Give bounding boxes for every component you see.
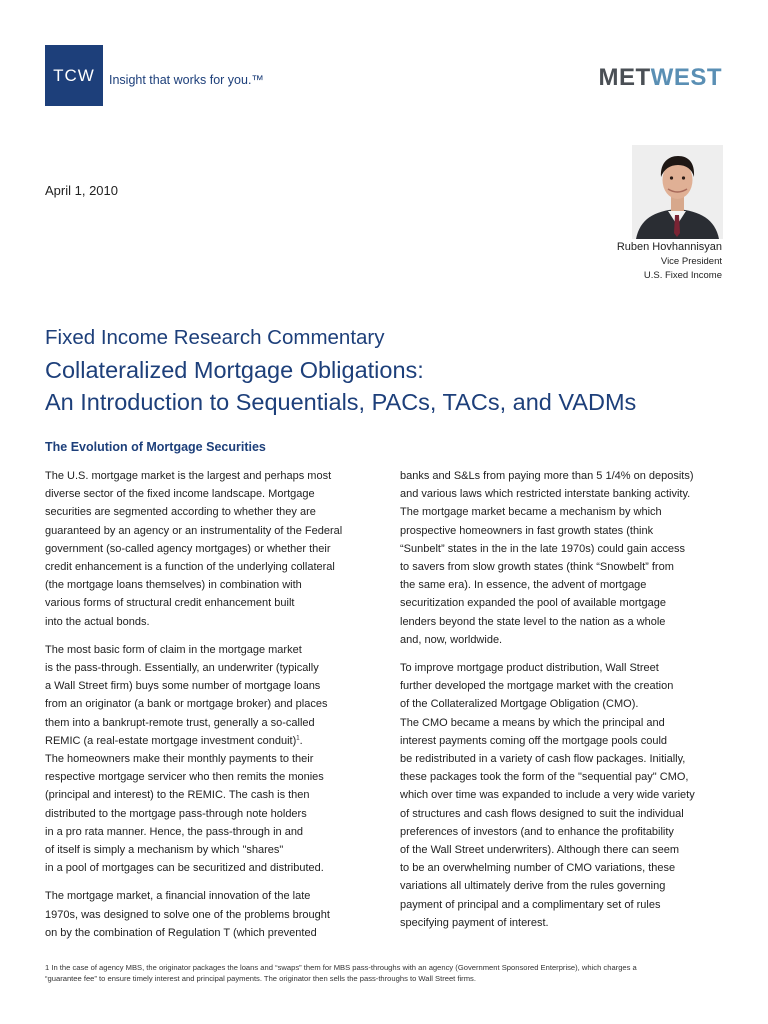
document-title	[45, 354, 636, 418]
footnote-marker: 1	[296, 735, 300, 742]
right-column	[400, 467, 730, 942]
left-column	[45, 467, 375, 952]
section-heading: The Evolution of Mortgage Securities	[45, 440, 266, 454]
metwest-logo-west: WEST	[650, 64, 722, 91]
paragraph: banks and S&Ls from paying more than 5 1/4% on deposits) and various laws which restricted interstate banking activity. The mortgage market became a mechanism by which prospective homeowners in fast growth states (think “Sunbelt” states in the in the late 1970s) could gain access to savers from slow growth states (think “Snowbelt” from the same era). In essence, the advent of mortgage securitization expanded the pool of available mortgage lenders beyond the state level to the nation as a whole and, now, worldwide.	[400, 470, 694, 646]
metwest-logo-met: MET	[598, 64, 651, 91]
author-department: U.S. Fixed Income	[643, 270, 722, 281]
author-photo	[632, 145, 723, 239]
paragraph	[45, 641, 375, 878]
paragraph-text: . The homeowners make their monthly payments to their respective mortgage servicer who then remits the monies (principal and interest) to the REMIC. The cash is then distributed to the mortgage pass-through note holders in a pro rata manner. Hence, the pass-through in and of itself is simply a mechanism by which "shares" in a pool of mortgages can be securitized and distributed.	[45, 734, 324, 875]
paragraph: The mortgage market, a financial innovation of the late 1970s, was designed to solve one of the problems brought on by the combination of Regulation T (which prevented	[45, 890, 330, 939]
document-title-line-2: An Introduction to Sequentials, PACs, TACs, and VADMs	[45, 389, 637, 415]
author-name: Ruben Hovhannisyan	[616, 241, 722, 253]
publication-date: April 1, 2010	[45, 183, 118, 198]
author-portrait-image	[632, 145, 723, 239]
metwest-logo	[599, 64, 723, 92]
tcw-logo-text: TCW	[53, 65, 95, 85]
footnote: 1 In the case of agency MBS, the originator packages the loans and “swaps” them for MBS pass-throughs with an agency (Government Sponsored Enterprise), which charges a “guarantee fee” to ensure timely interest and principal payments. The originator then sells the pass-throughs to Wall Street firms.	[45, 963, 637, 983]
paragraph-text: The most basic form of claim in the mortgage market is the pass-through. Essentially, an underwriter (typically a Wall Street firm) buys some number of mortgage loans from an originator (a bank or mortgage broker) and places them into a bankrupt-remote trust, generally a so-called REMIC (a real-estate mortgage investment conduit)	[45, 643, 328, 747]
tcw-logo	[45, 45, 103, 106]
document-title-line-1: Collateralized Mortgage Obligations:	[45, 357, 424, 383]
tagline: Insight that works for you.™	[109, 73, 264, 87]
author-block	[617, 240, 722, 283]
paragraph: To improve mortgage product distribution, Wall Street further developed the mortgage market with the creation of the Collateralized Mortgage Obligation (CMO). The CMO became a means by which the principal and interest payments coming off the mortgage pools could be redistributed in a variety of cash flow packages. Initially, these packages took the form of the "sequential pay" CMO, which over time was expanded to include a very wide variety of structures and cash flows designed to suit the individual preferences of investors (and to enhance the profitability of the Wall Street underwriters). Although there can seem to be an overwhelming number of CMO variations, these variations all ultimately derive from the rules governing payment of principal and a complimentary set of rules specifying payment of interest.	[400, 662, 695, 929]
paragraph: The U.S. mortgage market is the largest and perhaps most diverse sector of the fixed income landscape. Mortgage securities are segmented according to whether they are guaranteed by an agency or an instrumentality of the Federal government (so-called agency mortgages) or whether their credit enhancement is a function of the underlying collateral (the mortgage loans themselves) in combination with various forms of structural credit enhancement built into the actual bonds.	[45, 470, 343, 628]
series-title: Fixed Income Research Commentary	[45, 326, 385, 349]
author-role: Vice President	[660, 256, 722, 267]
